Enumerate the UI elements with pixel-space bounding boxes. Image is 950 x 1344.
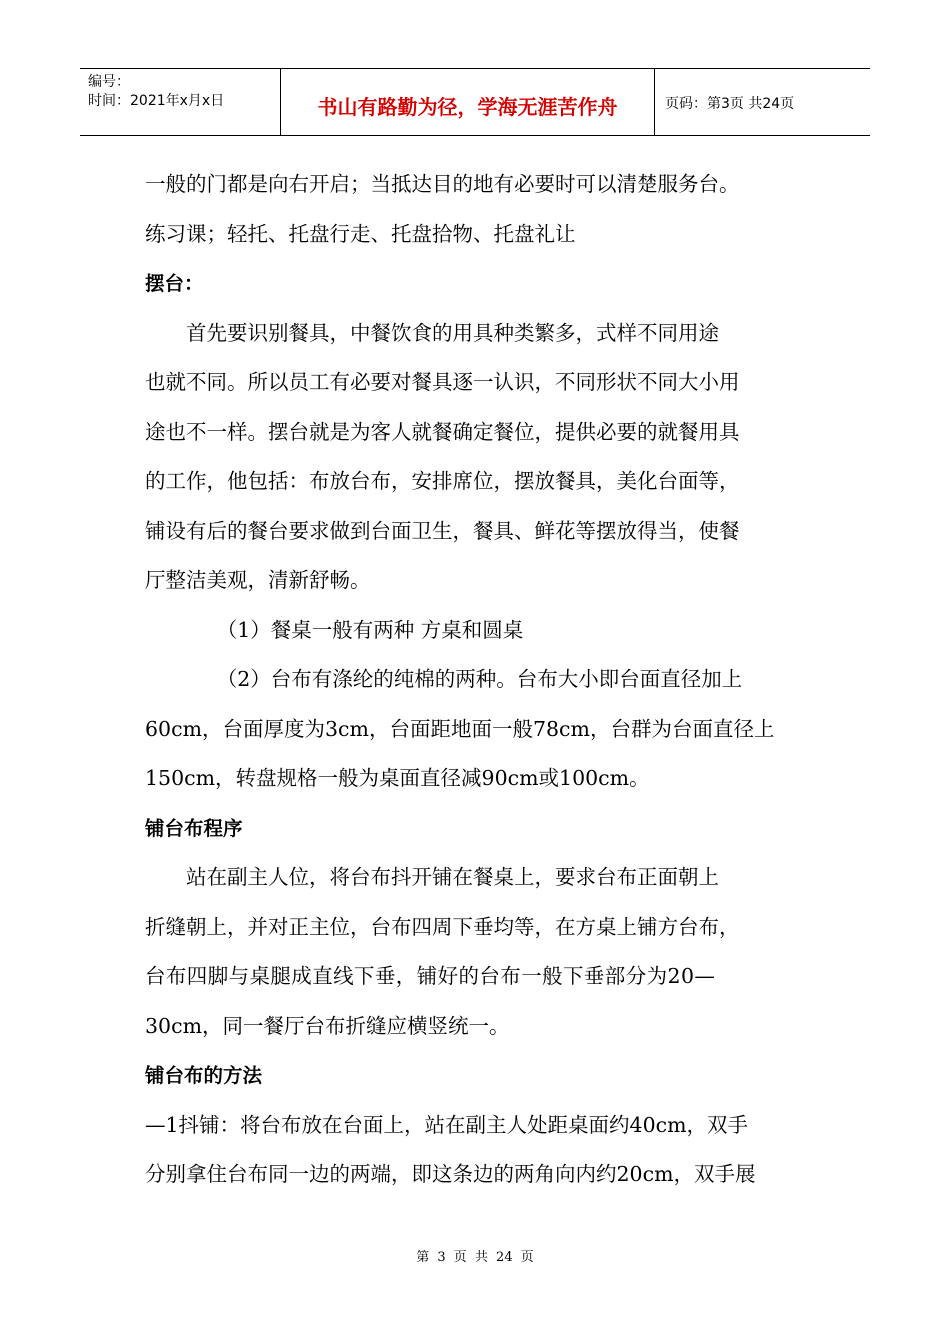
page-header bbox=[80, 68, 870, 136]
section-heading: 摆台： bbox=[145, 272, 204, 295]
section-heading: 铺台布的方法 bbox=[145, 1064, 263, 1087]
body-paragraph-line: 30cm，同一餐厅台布折缝应横竖统一。 bbox=[145, 1013, 510, 1038]
section-heading: 铺台布程序 bbox=[145, 816, 243, 840]
body-paragraph-line: 60cm，台面厚度为3cm，台面距地面一般78cm，台群为台面直径上 bbox=[145, 716, 775, 741]
body-paragraph-line: 一般的门都是向右开启；当抵达目的地有必要时可以清楚服务台。 bbox=[145, 172, 740, 196]
body-paragraph-line: 分别拿住台布同一边的两端，即这条边的两角向内约20cm，双手展 bbox=[145, 1162, 756, 1186]
body-paragraph-line: 练习课；轻托、托盘行走、托盘拾物、托盘礼让 bbox=[145, 221, 576, 246]
document-body bbox=[145, 160, 810, 1200]
body-paragraph-line: 站在副主人位，将台布抖开铺在餐桌上，要求台布正面朝上 bbox=[186, 865, 719, 889]
list-item: （2）台布有涤纶的纯棉的两种。台布大小即台面直径加上 bbox=[216, 667, 743, 691]
list-item: （1）餐桌一般有两种 方桌和圆桌 bbox=[216, 617, 524, 642]
document-time-label: 时间：2021年x月x日 bbox=[88, 93, 225, 109]
body-paragraph-line: 途也不一样。摆台就是为客人就餐确定餐位，提供必要的就餐用具 bbox=[145, 419, 740, 444]
document-number-label: 编号： bbox=[88, 74, 130, 90]
body-paragraph-line: 也就不同。所以员工有必要对餐具逐一认识，不同形状不同大小用 bbox=[145, 370, 740, 394]
body-paragraph-line: 厅整洁美观，清新舒畅。 bbox=[145, 568, 371, 592]
body-paragraph-line: 首先要识别餐具，中餐饮食的用具种类繁多，式样不同用途 bbox=[186, 320, 719, 345]
body-paragraph-line: 折缝朝上，并对正主位，台布四周下垂均等，在方桌上铺方台布， bbox=[145, 914, 740, 939]
header-page-info: 页码：第3页 共24页 bbox=[665, 96, 795, 112]
body-paragraph-line: —1抖铺：将台布放在台面上，站在副主人处距桌面约40cm，双手 bbox=[145, 1112, 749, 1137]
body-paragraph-line: 的工作，他包括：布放台布，安排席位，摆放餐具，美化台面等， bbox=[145, 469, 740, 493]
header-motto: 书山有路勤为径，学海无涯苦作舟 bbox=[281, 69, 655, 135]
body-paragraph-line: 150cm，转盘规格一般为桌面直径减90cm或100cm。 bbox=[145, 766, 650, 790]
body-paragraph-line: 铺设有后的餐台要求做到台面卫生，餐具、鲜花等摆放得当，使餐 bbox=[145, 518, 740, 543]
header-meta bbox=[80, 69, 281, 135]
body-paragraph-line: 台布四脚与桌腿成直线下垂，铺好的台布一般下垂部分为20— bbox=[145, 964, 716, 988]
page-footer: 第 3 页 共 24 页 bbox=[416, 1250, 534, 1265]
